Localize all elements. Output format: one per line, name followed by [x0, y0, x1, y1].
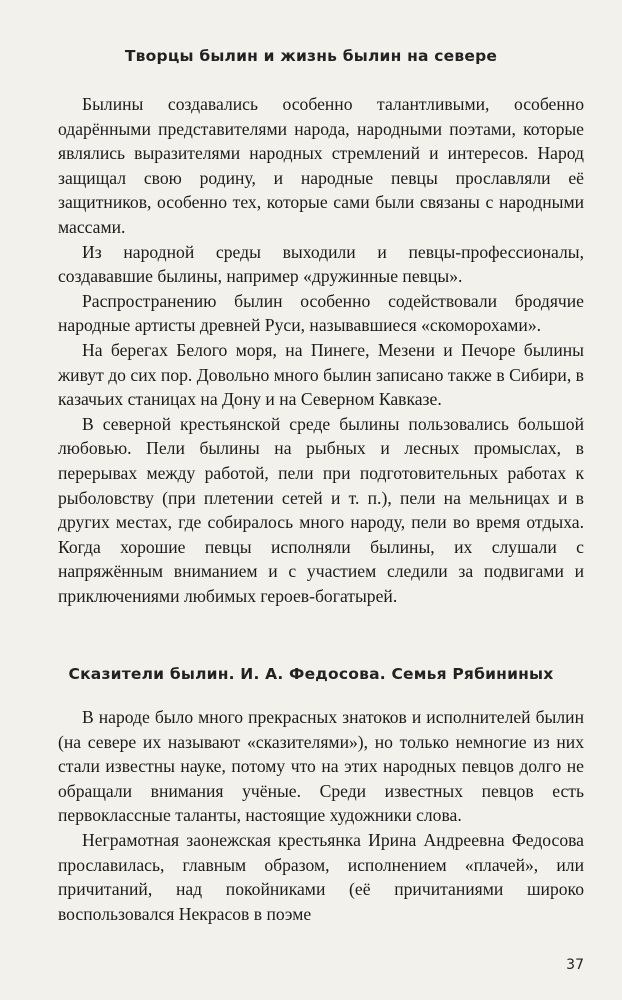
section-heading-storytellers: Сказители былин. И. А. Федосова. Семья Рябининых	[68, 665, 554, 683]
paragraph: Былины создавались особенно талантливыми, особенно одарёнными представителями народа, народными поэтами, которые являлись выразителями народных стремлений и интересов. Народ защищал свою родину, и народные певцы прославляли её защитников, особенно тех, которые сами были связаны с народными массами.	[58, 94, 584, 237]
page-number: 37	[566, 957, 584, 973]
paragraph: Распространению былин особенно содействовали бродячие народные артисты древней Руси, называвшиеся «скоморохами».	[58, 290, 584, 336]
paragraph: Из народной среды выходили и певцы-профессионалы, создававшие былины, например «дружинные певцы».	[58, 241, 584, 287]
paragraph: Неграмотная заонежская крестьянка Ирина Андреевна Федосова прославилась, главным образом, исполнением «плачей», или причитаний, над покойниками (её причитаниями широко воспользовался Некрасов в поэме	[58, 829, 584, 924]
section-heading-creators: Творцы былин и жизнь былин на севере	[124, 47, 498, 65]
section-body-creators	[58, 92, 584, 608]
section-body-storytellers	[58, 705, 584, 926]
paragraph: На берегах Белого моря, на Пинеге, Мезени и Печоре былины живут до сих пор. Довольно много былин записано также в Сибири, в казачьих станицах на Дону и на Северном Кавказе.	[58, 339, 584, 410]
paragraph: В народе было много прекрасных знатоков и исполнителей былин (на севере их называют «сказителями»), но только немногие из них стали известны науке, потому что на этих народных певцов долго не обращали внимания учёные. Среди известных певцов есть первоклассные таланты, настоящие художники слова.	[58, 707, 584, 826]
paragraph: В северной крестьянской среде былины пользовались большой любовью. Пели былины на рыбных и лесных промыслах, в перерывах между работой, пели при подготовительных работах к рыболовству (при плетении сетей и т. п.), пели на мельницах и в других местах, где собиралось много народу, пели во время отдыха. Когда хорошие певцы исполняли былины, их слушали с напряжённым вниманием и с участием следили за подвигами и приключениями любимых героев-богатырей.	[58, 413, 584, 606]
